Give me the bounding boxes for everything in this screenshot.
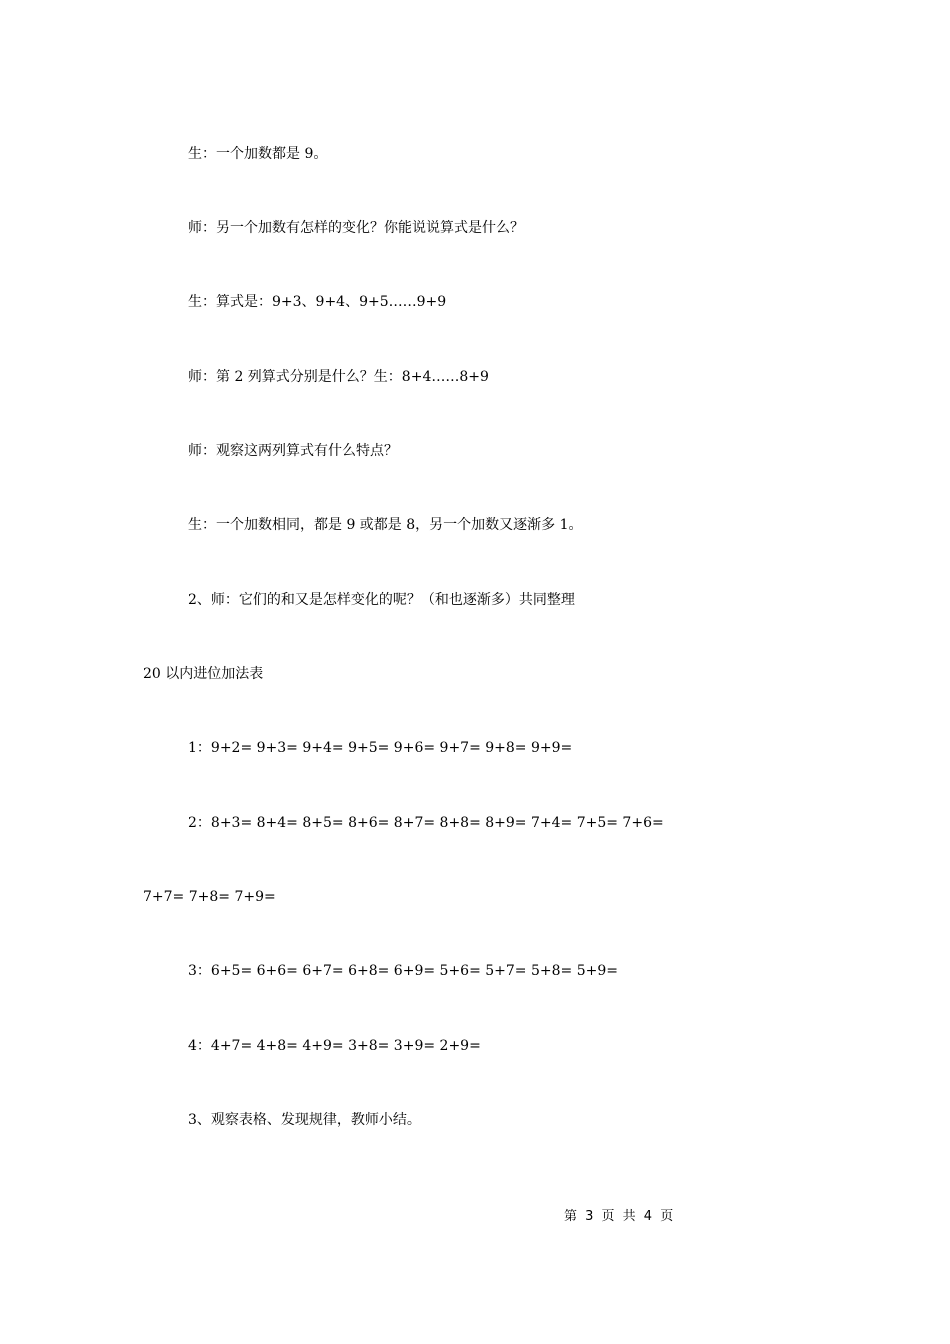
paragraph-line: 生：一个加数相同，都是 9 或都是 8，另一个加数又逐渐多 1。 (188, 517, 583, 533)
addition-table-row: 1：9+2= 9+3= 9+4= 9+5= 9+6= 9+7= 9+8= 9+9= (188, 740, 573, 756)
addition-table-row: 3：6+5= 6+6= 6+7= 6+8= 6+9= 5+6= 5+7= 5+8= 5+9= (188, 963, 618, 979)
paragraph-line: 20 以内进位加法表 (143, 666, 264, 682)
paragraph-line: 2、师：它们的和又是怎样变化的呢？（和也逐渐多）共同整理 (188, 592, 575, 608)
addition-table-row: 7+7= 7+8= 7+9= (143, 889, 276, 905)
page-number: 第 3 页 共 4 页 (564, 1209, 676, 1224)
paragraph-line: 师：观察这两列算式有什么特点？ (188, 443, 398, 459)
paragraph-line: 生：一个加数都是 9。 (188, 146, 328, 162)
addition-table-row: 2：8+3= 8+4= 8+5= 8+6= 8+7= 8+8= 8+9= 7+4= 7+5= 7+6= (188, 815, 664, 831)
paragraph-line: 3、观察表格、发现规律，教师小结。 (188, 1112, 421, 1128)
paragraph-line: 师：第 2 列算式分别是什么？生：8+4……8+9 (188, 369, 489, 385)
paragraph-line: 生：算式是：9+3、9+4、9+5……9+9 (188, 294, 447, 310)
addition-table-row: 4：4+7= 4+8= 4+9= 3+8= 3+9= 2+9= (188, 1038, 481, 1054)
paragraph-line: 师：另一个加数有怎样的变化？你能说说算式是什么？ (188, 220, 524, 236)
